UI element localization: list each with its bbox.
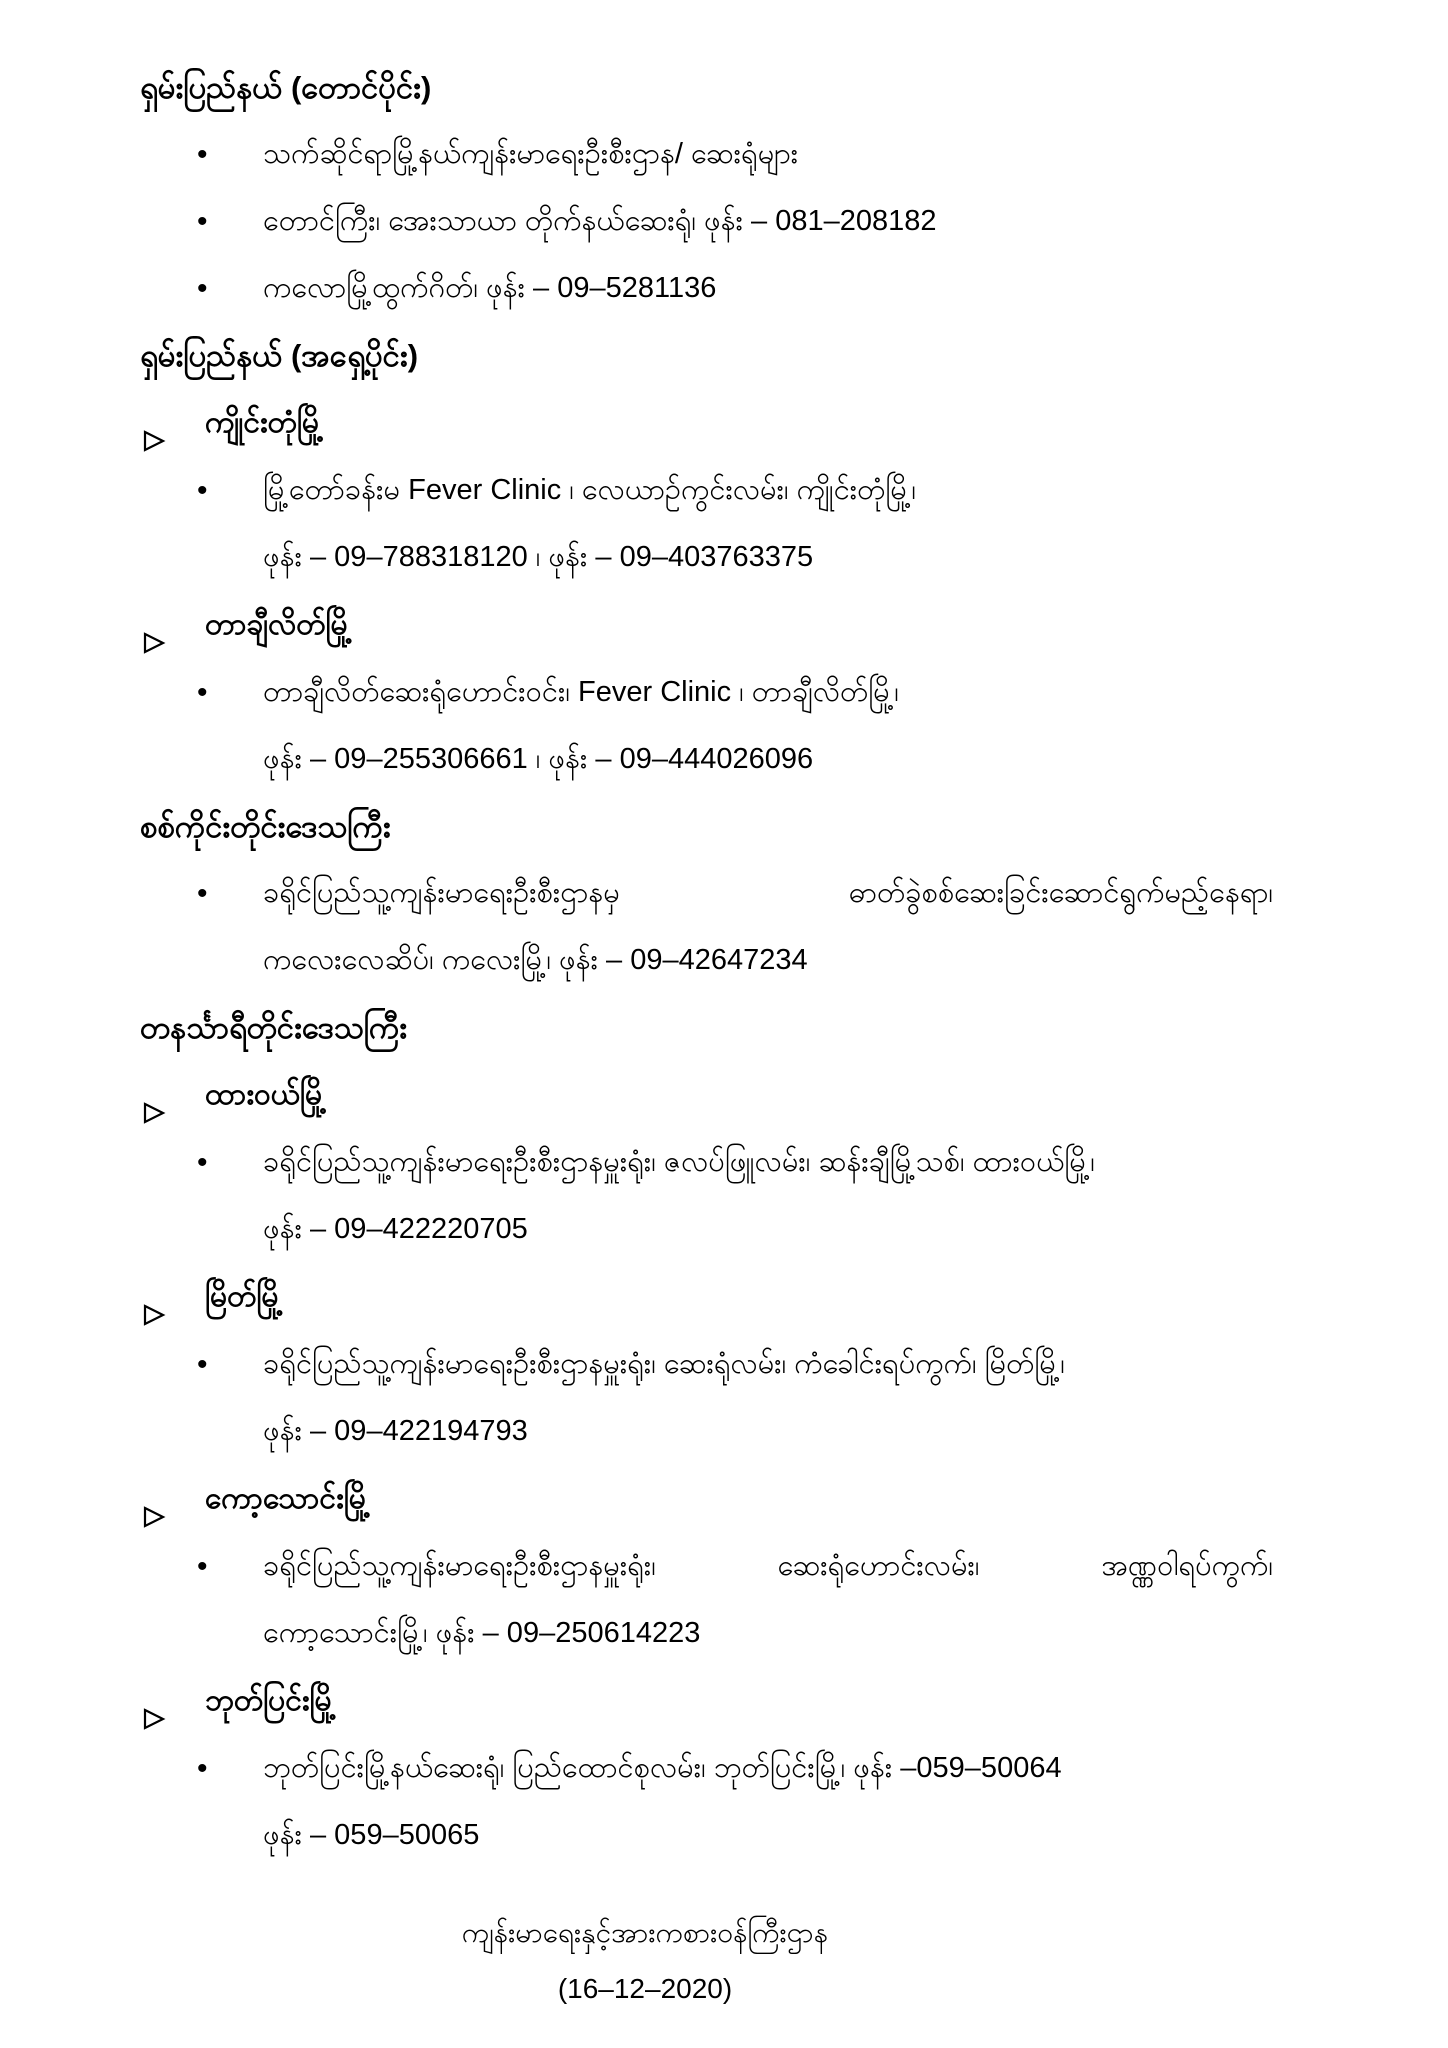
contact-item xyxy=(140,457,1273,524)
section-heading-shan-south: ရှမ်းပြည်နယ် (တောင်ပိုင်း) xyxy=(140,70,432,105)
contact-text: တာချီလိတ်ဆေးရုံဟောင်းဝင်း၊ Fever Clinic ၊ တာချီလိတ်မြို့၊ xyxy=(263,676,899,708)
bullet-icon: • xyxy=(197,1550,208,1583)
contact-item xyxy=(140,1331,1273,1398)
phone-line: ဖုန်း – 059–50065 xyxy=(263,1819,480,1851)
township-name: မြိတ်မြို့ xyxy=(205,1280,284,1313)
phone-line: ကလေးလေဆိပ်၊ ကလေးမြို့၊ ဖုန်း – 09–42647234 xyxy=(263,944,808,976)
bullet-icon: • xyxy=(197,877,208,910)
section-heading-shan-east: ရှမ်းပြည်နယ် (အရှေ့ပိုင်း) xyxy=(140,338,419,373)
arrow-bullet-icon xyxy=(142,1689,166,1713)
contact-text: တောင်ကြီး၊ အေးသာယာ တိုက်နယ်ဆေးရုံ၊ ဖုန်း – 081–208182 xyxy=(263,205,937,237)
arrow-bullet-icon xyxy=(142,1487,166,1511)
contact-item xyxy=(140,659,1273,726)
arrow-bullet-icon xyxy=(142,1083,166,1107)
contact-text-part: ဓာတ်ခွဲစစ်ဆေးခြင်းဆောင်ရွက်မည့်နေရာ၊ xyxy=(848,877,1273,909)
phone-line: ကော့သောင်းမြို့၊ ဖုန်း – 09–250614223 xyxy=(263,1617,701,1649)
arrow-bullet-icon xyxy=(142,411,166,435)
footer-ministry-name: ကျန်းမာရေးနှင့်အားကစားဝန်ကြီးဌာန xyxy=(461,1917,829,1948)
contact-item xyxy=(140,860,1273,927)
contact-text: ခရိုင်ပြည်သူ့ကျန်းမာရေးဦးစီးဌာနမှူးရုံး၊ ဆေးရုံလမ်း၊ ကံခေါင်းရပ်ကွက်၊ မြိတ်မြို့၊ xyxy=(263,1348,1065,1380)
phone-line: ဖုန်း – 09–422194793 xyxy=(263,1415,528,1447)
page-footer xyxy=(140,1905,1150,2017)
bullet-icon: • xyxy=(197,205,208,238)
section-heading-sagaing: စစ်ကိုင်းတိုင်းဒေသကြီး xyxy=(140,809,391,844)
contact-text-part: ခရိုင်ပြည်သူ့ကျန်းမာရေးဦးစီးဌာနမှူးရုံး၊ xyxy=(263,1550,656,1582)
township-name: ကော့သောင်းမြို့ xyxy=(205,1482,371,1515)
bullet-icon: • xyxy=(197,1752,208,1785)
contact-text-part: အဏ္ဏဝါရပ်ကွက်၊ xyxy=(1101,1550,1273,1582)
bullet-icon: • xyxy=(197,1146,208,1179)
township-item xyxy=(140,1263,1273,1331)
contact-text-part: ခရိုင်ပြည်သူ့ကျန်းမာရေးဦးစီးဌာနမှ xyxy=(263,877,620,909)
bullet-icon: • xyxy=(197,138,208,171)
contact-item xyxy=(140,121,1273,188)
township-item xyxy=(140,1061,1273,1129)
bullet-icon: • xyxy=(197,474,208,507)
section-heading-tanintharyi: တနင်္သာရီတိုင်းဒေသကြီး xyxy=(140,1010,408,1045)
contact-text: သက်ဆိုင်ရာမြို့နယ်ကျန်းမာရေးဦးစီးဌာန/ ဆေးရုံများ xyxy=(263,138,799,170)
footer-date: (16–12–2020) xyxy=(557,1973,733,2004)
contact-item xyxy=(140,255,1273,322)
arrow-bullet-icon xyxy=(142,1285,166,1309)
contact-text: ခရိုင်ပြည်သူ့ကျန်းမာရေးဦးစီးဌာနမှူးရုံး၊ ဇလပ်ဖြူလမ်း၊ ဆန်းချီမြို့သစ်၊ ထားဝယ်မြို့၊ xyxy=(263,1146,1095,1178)
contact-text-part: ဆေးရုံဟောင်းလမ်း၊ xyxy=(777,1550,980,1582)
contact-text: မြို့တော်ခန်းမ Fever Clinic ၊ လေယာဉ်ကွင်းလမ်း၊ ကျိုင်းတုံမြို့၊ xyxy=(263,474,916,506)
phone-line: ဖုန်း – 09–788318120 ၊ ဖုန်း – 09–403763375 xyxy=(263,541,814,573)
contact-text: ဘုတ်ပြင်းမြို့နယ်ဆေးရုံ၊ ပြည်ထောင်စုလမ်း၊ ဘုတ်ပြင်းမြို့၊ ဖုန်း –059–50064 xyxy=(263,1752,1062,1784)
township-name: ဘုတ်ပြင်းမြို့ xyxy=(205,1684,337,1717)
township-item xyxy=(140,389,1273,457)
township-name: တာချီလိတ်မြို့ xyxy=(205,608,353,641)
phone-line: ဖုန်း – 09–422220705 xyxy=(263,1213,528,1245)
contact-text: ကလောမြို့ထွက်ဂိတ်၊ ဖုန်း – 09–5281136 xyxy=(263,272,717,304)
bullet-icon: • xyxy=(197,676,208,709)
township-name: ထားဝယ်မြို့ xyxy=(205,1078,327,1111)
contact-item xyxy=(140,188,1273,255)
contact-item xyxy=(140,1735,1273,1802)
township-item xyxy=(140,591,1273,659)
bullet-icon: • xyxy=(197,1348,208,1381)
township-item xyxy=(140,1667,1273,1735)
contact-item xyxy=(140,1129,1273,1196)
bullet-icon: • xyxy=(197,272,208,305)
township-item xyxy=(140,1465,1273,1533)
arrow-bullet-icon xyxy=(142,613,166,637)
township-name: ကျိုင်းတုံမြို့ xyxy=(205,406,324,439)
contact-item xyxy=(140,1533,1273,1600)
phone-line: ဖုန်း – 09–255306661 ၊ ဖုန်း – 09–444026096 xyxy=(263,743,814,775)
